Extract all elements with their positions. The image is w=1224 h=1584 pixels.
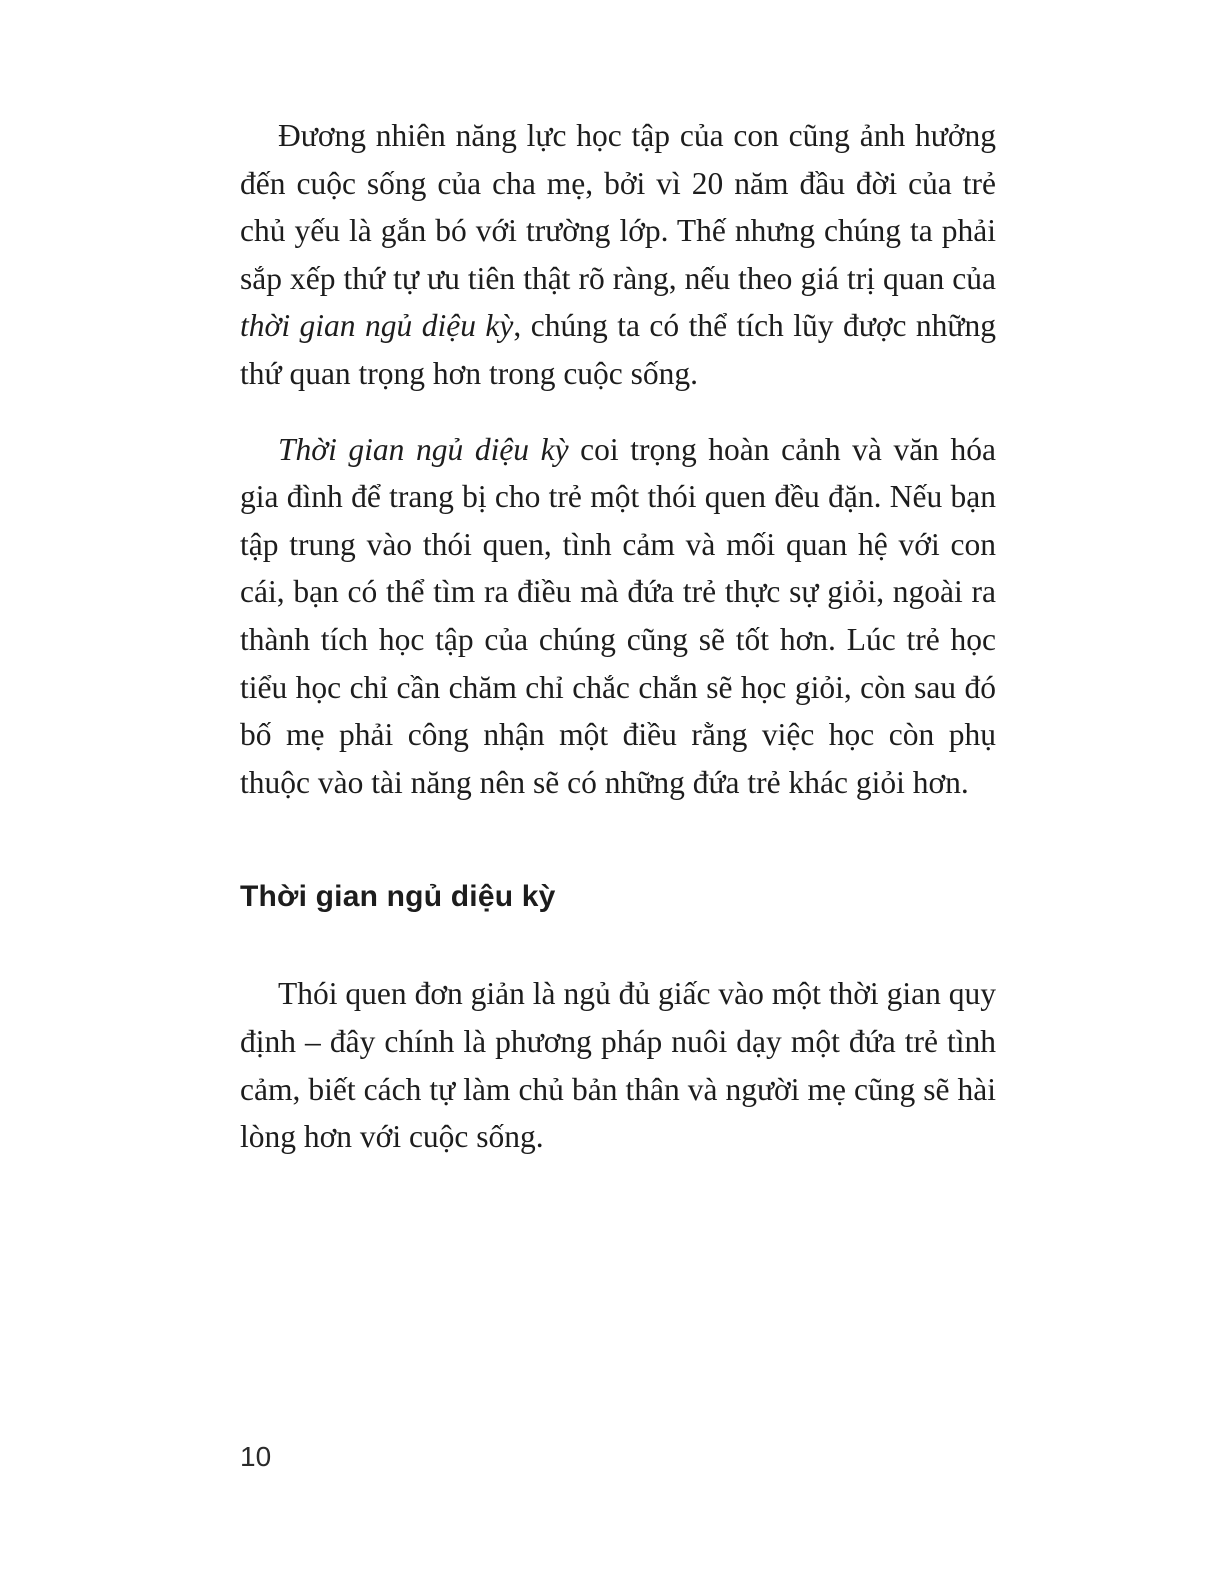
section-heading: Thời gian ngủ diệu kỳ xyxy=(240,880,556,914)
paragraph-3: Thói quen đơn giản là ngủ đủ giấc vào một thời gian quy định – đây chính là phương pháp nuôi dạy một đứa trẻ tình cảm, biết cách tự làm chủ bản thân và người mẹ cũng sẽ hài lòng hơn với cuộc sống. xyxy=(240,976,996,1155)
page-number: 10 xyxy=(240,1441,272,1472)
paragraph-2: Thời gian ngủ diệu kỳ coi trọng hoàn cảnh và văn hóa gia đình để trang bị cho trẻ một thói quen đều đặn. Nếu bạn tập trung vào thói quen, tình cảm và mối quan hệ với con cái, bạn có thể tìm ra điều mà đứa trẻ thực sự giỏi, ngoài ra thành tích học tập của chúng cũng sẽ tốt hơn. Lúc trẻ học tiểu học chỉ cần chăm chỉ chắc chắn sẽ học giỏi, còn sau đó bố mẹ phải công nhận một điều rằng việc học còn phụ thuộc vào tài năng nên sẽ có những đứa trẻ khác giỏi hơn. xyxy=(240,431,996,800)
text-column xyxy=(240,112,996,1189)
paragraph-1: Đương nhiên năng lực học tập của con cũng ảnh hưởng đến cuộc sống của cha mẹ, bởi vì 20 năm đầu đời của trẻ chủ yếu là gắn bó với trường lớp. Thế nhưng chúng ta phải sắp xếp thứ tự ưu tiên thật rõ ràng, nếu theo giá trị quan của thời gian ngủ diệu kỳ, chúng ta có thể tích lũy được những thứ quan trọng hơn trong cuộc sống. xyxy=(240,118,997,391)
